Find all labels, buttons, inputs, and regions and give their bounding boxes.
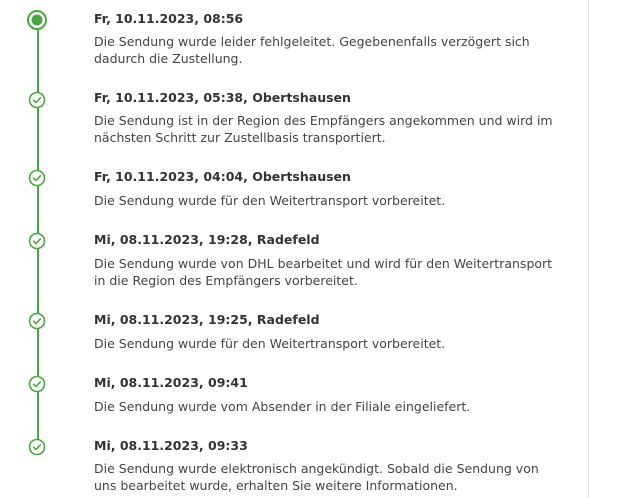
check-circle-icon [27,168,47,188]
event-timestamp: Mi, 08.11.2023, 09:33 [94,438,248,453]
current-status-dot-icon [27,10,47,30]
check-circle-icon [27,374,47,394]
event-timestamp: Fr, 10.11.2023, 04:04, Obertshausen [94,169,351,184]
event-description: Die Sendung wurde leider fehlgeleitet. Gegebenenfalls verzögert sich dadurch die Zustellung. [94,34,530,66]
check-circle-icon [27,437,47,457]
event-description: Die Sendung ist in der Region des Empfängers angekommen und wird im nächsten Schritt zur Zustellbasis transportiert. [94,113,553,145]
event-timestamp: Fr, 10.11.2023, 05:38, Obertshausen [94,90,351,105]
event-description: Die Sendung wurde für den Weitertransport vorbereitet. [94,193,446,208]
event-timestamp: Mi, 08.11.2023, 19:25, Radefeld [94,312,320,327]
event-description: Die Sendung wurde für den Weitertransport vorbereitet. [94,336,446,351]
content-divider [588,0,589,498]
event-timestamp: Mi, 08.11.2023, 09:41 [94,375,248,390]
event-description: Die Sendung wurde elektronisch angekündigt. Sobald die Sendung von uns bearbeitet wurde, erhalten Sie weitere Informationen. [94,461,539,493]
event-description: Die Sendung wurde vom Absender in der Filiale eingeliefert. [94,399,471,414]
check-circle-icon [27,311,47,331]
event-timestamp: Fr, 10.11.2023, 08:56 [94,11,244,26]
event-description: Die Sendung wurde von DHL bearbeitet und wird für den Weitertransport in die Region des Empfängers vorbereitet. [94,256,553,288]
event-timestamp: Mi, 08.11.2023, 19:28, Radefeld [94,232,320,247]
check-circle-icon [27,90,47,110]
check-circle-icon [27,231,47,251]
